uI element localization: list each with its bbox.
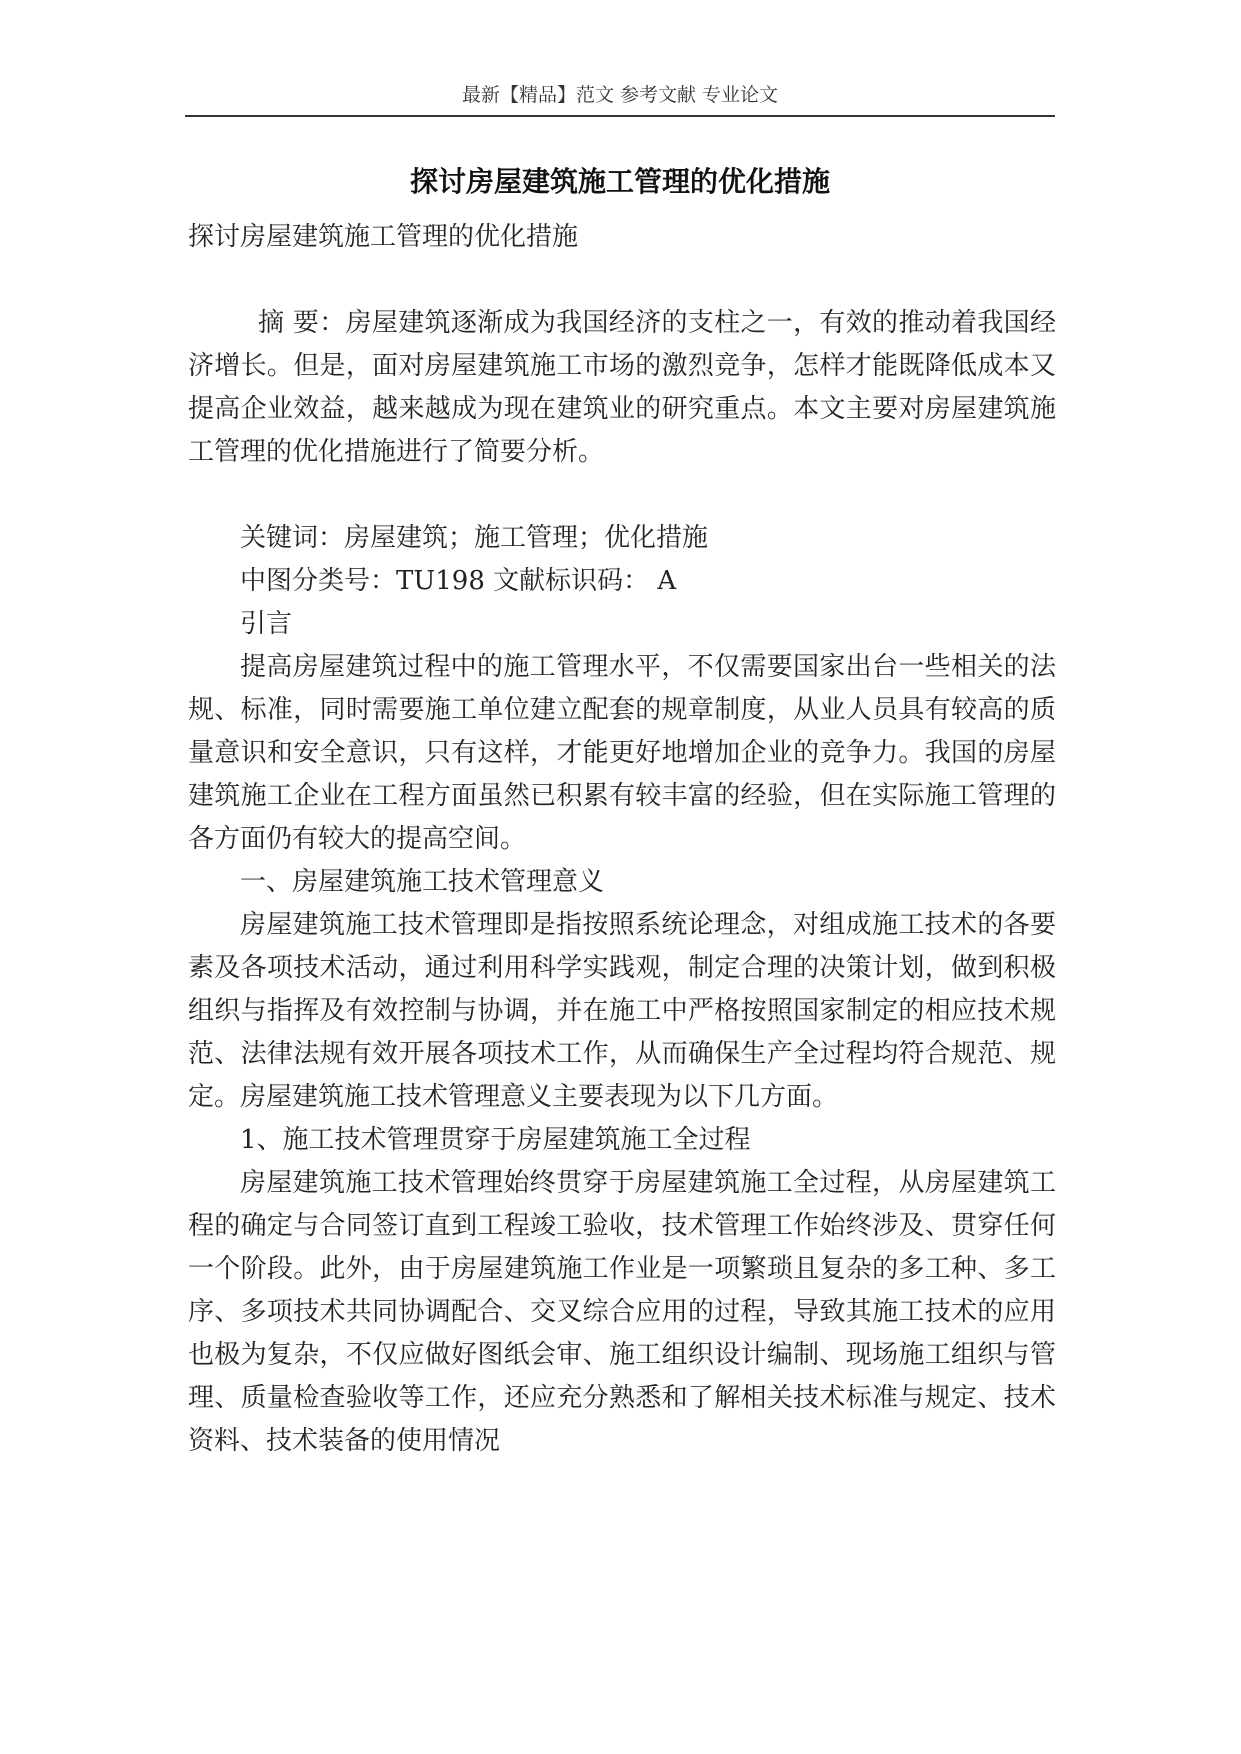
document-body <box>188 216 1056 1463</box>
abstract-paragraph: 摘 要：房屋建筑逐渐成为我国经济的支柱之一，有效的推动着我国经济增长。但是，面对房屋建筑施工市场的激烈竞争，怎样才能既降低成本又提高企业效益，越来越成为现在建筑业的研究重点。本文主要对房屋建筑施工管理的优化措施进行了简要分析。 <box>188 308 1056 467</box>
subsection-1-heading: 1、施工技术管理贯穿于房屋建筑施工全过程 <box>240 1125 751 1155</box>
document-subtitle: 探讨房屋建筑施工管理的优化措施 <box>188 222 579 252</box>
section-1-heading: 一、房屋建筑施工技术管理意义 <box>240 867 605 897</box>
classification-line: 中图分类号：TU198 文献标识码： A <box>240 566 677 596</box>
section-1-paragraph: 房屋建筑施工技术管理即是指按照系统论理念，对组成施工技术的各要素及各项技术活动，通过利用科学实践观，制定合理的决策计划，做到积极组织与指挥及有效控制与协调，并在施工中严格按照国家制定的相应技术规范、法律法规有效开展各项技术工作，从而确保生产全过程均符合规范、规定。房屋建筑施工技术管理意义主要表现为以下几方面。 <box>188 910 1056 1112</box>
subsection-1-paragraph: 房屋建筑施工技术管理始终贯穿于房屋建筑施工全过程，从房屋建筑工程的确定与合同签订直到工程竣工验收，技术管理工作始终涉及、贯穿任何一个阶段。此外，由于房屋建筑施工作业是一项繁琐且复杂的多工种、多工序、多项技术共同协调配合、交叉综合应用的过程，导致其施工技术的应用也极为复杂，不仅应做好图纸会审、施工组织设计编制、现场施工组织与管理、质量检查验收等工作，还应充分熟悉和了解相关技术标准与规定、技术资料、技术装备的使用情况 <box>188 1168 1056 1456</box>
intro-paragraph: 提高房屋建筑过程中的施工管理水平，不仅需要国家出台一些相关的法规、标准，同时需要施工单位建立配套的规章制度，从业人员具有较高的质量意识和安全意识，只有这样，才能更好地增加企业的竞争力。我国的房屋建筑施工企业在工程方面虽然已积累有较丰富的经验，但在实际施工管理的各方面仍有较大的提高空间。 <box>188 652 1056 854</box>
page-header: 最新【精品】范文 参考文献 专业论文 <box>461 84 779 106</box>
intro-heading: 引言 <box>240 609 293 639</box>
document-title: 探讨房屋建筑施工管理的优化措施 <box>409 165 830 198</box>
header-divider <box>185 115 1055 117</box>
keywords-line: 关键词：房屋建筑；施工管理；优化措施 <box>240 523 709 553</box>
